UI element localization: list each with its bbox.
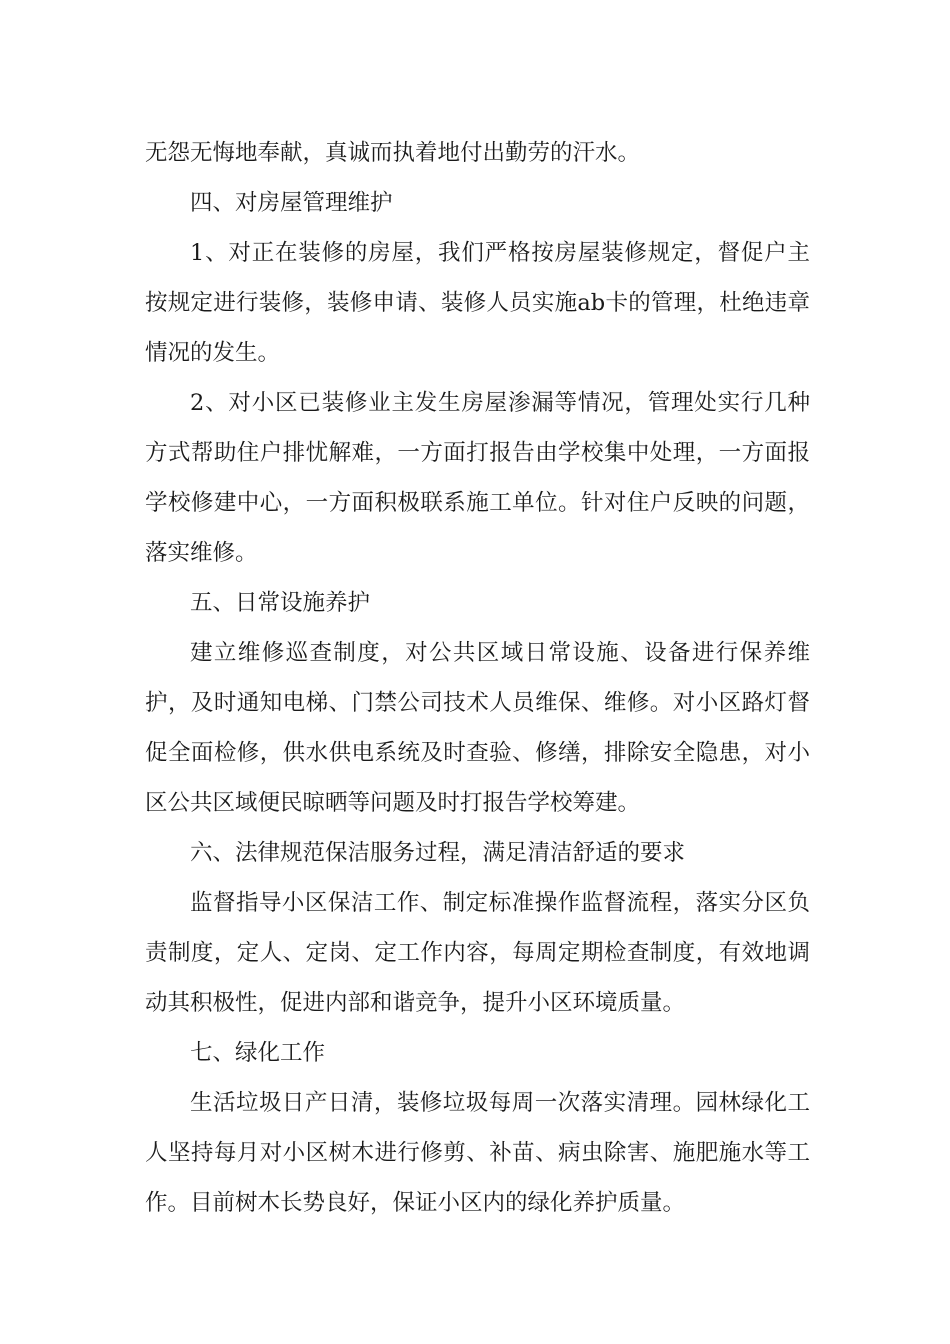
heading-greening: 七、绿化工作: [190, 1040, 326, 1066]
paragraph-continuation: 无怨无悔地奉献，真诚而执着地付出勤劳的汗水。: [145, 140, 641, 166]
paragraph-renovation: 1、对正在装修的房屋，我们严格按房屋装修规定，督促户主按规定进行装修，装修申请、装修人员实施ab卡的管理，杜绝违章情况的发生。: [145, 240, 810, 366]
paragraph-cleaning: 监督指导小区保洁工作、制定标准操作监督流程，落实分区负责制度，定人、定岗、定工作内容，每周定期检查制度，有效地调动其积极性，促进内部和谐竞争，提升小区环境质量。: [145, 890, 810, 1016]
heading-house-maintenance: 四、对房屋管理维护: [190, 190, 393, 216]
document-body: [145, 128, 810, 1228]
paragraph-facility-care: 建立维修巡查制度，对公共区域日常设施、设备进行保养维护，及时通知电梯、门禁公司技术人员维保、维修。对小区路灯督促全面检修，供水供电系统及时查验、修缮，排除安全隐患，对小区公共区域便民晾晒等问题及时打报告学校筹建。: [145, 640, 810, 816]
paragraph-leakage: 2、对小区已装修业主发生房屋渗漏等情况，管理处实行几种方式帮助住户排忧解难，一方面打报告由学校集中处理，一方面报学校修建中心，一方面积极联系施工单位。针对住户反映的问题，落实维修。: [145, 390, 810, 566]
paragraph-greening: 生活垃圾日产日清，装修垃圾每周一次落实清理。园林绿化工人坚持每月对小区树木进行修剪、补苗、病虫除害、施肥施水等工作。目前树木长势良好，保证小区内的绿化养护质量。: [145, 1090, 810, 1216]
heading-facility-care: 五、日常设施养护: [190, 590, 371, 616]
heading-cleaning: 六、法律规范保洁服务过程，满足清洁舒适的要求: [190, 840, 686, 866]
